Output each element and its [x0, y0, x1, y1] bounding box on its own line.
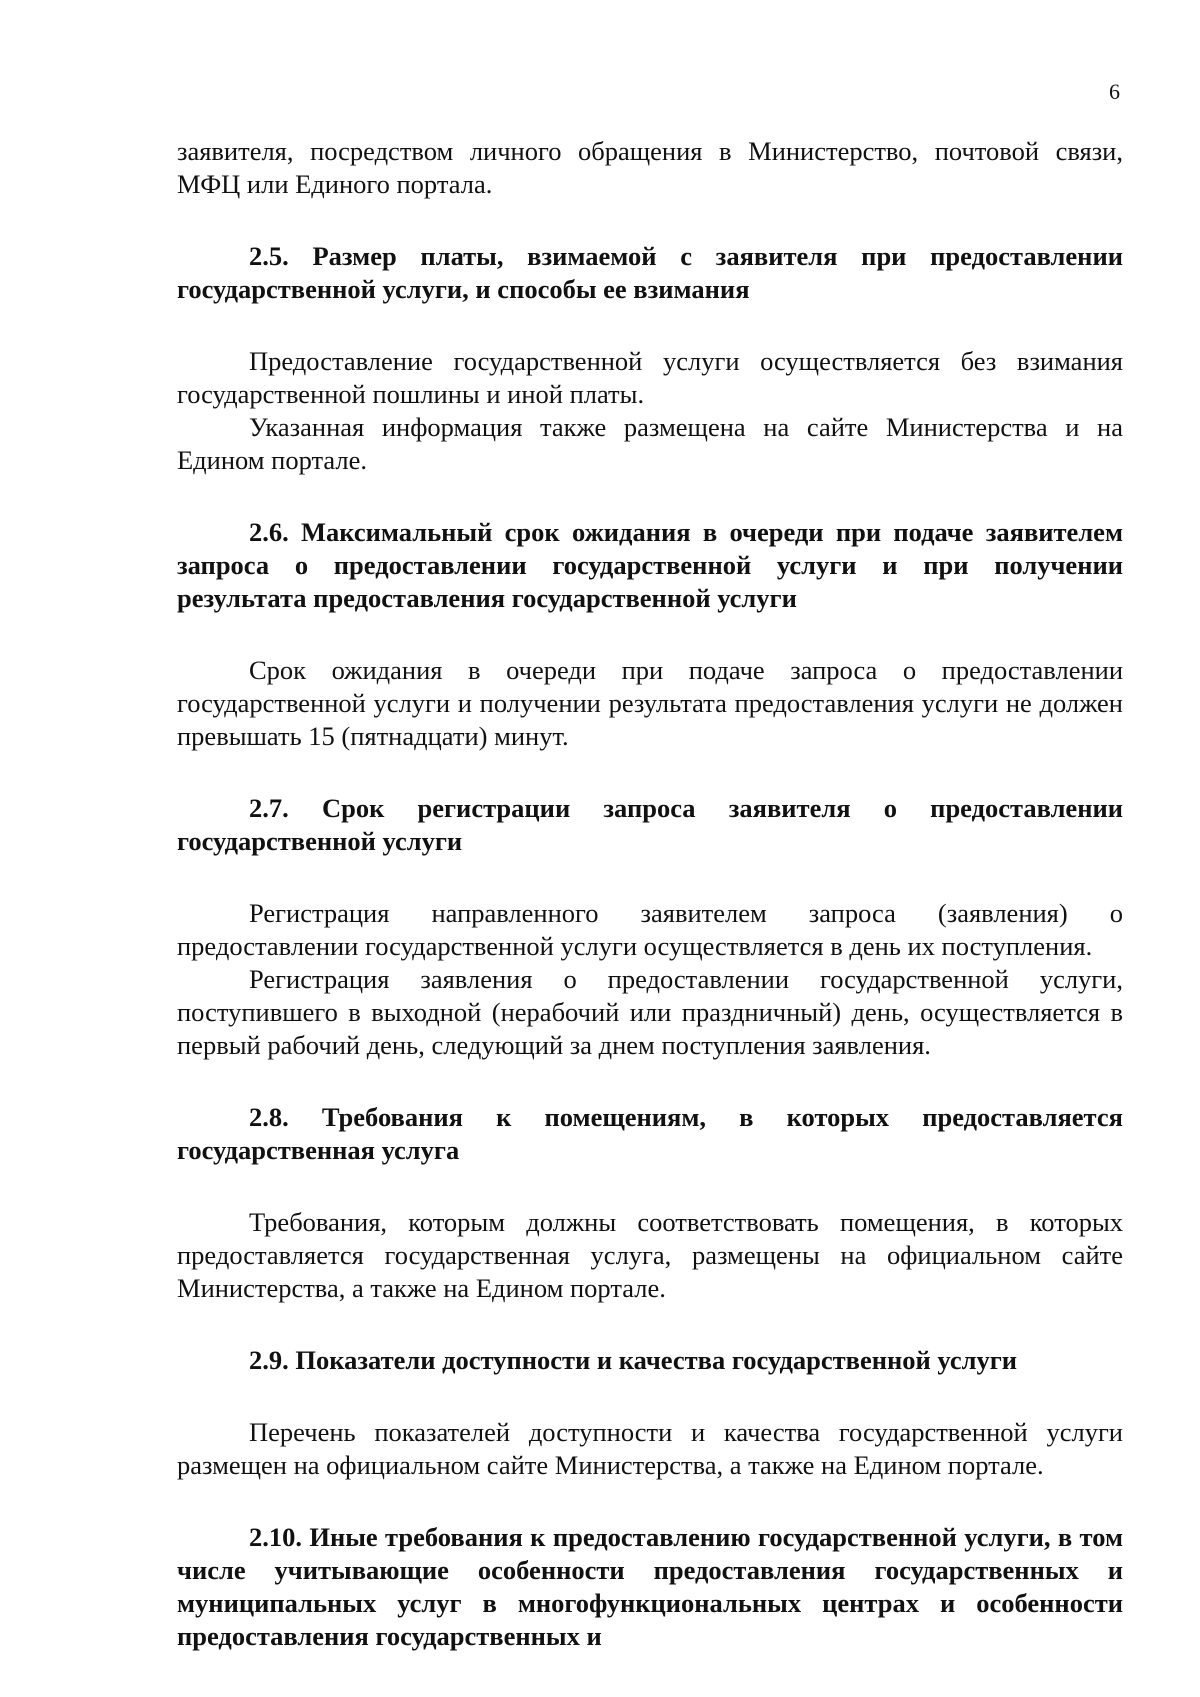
document-body	[177, 135, 1123, 1653]
section-heading-2-10: 2.10. Иные требования к предоставлению государственной услуги, в том числе учитывающие особенности предоставления государственных и муниципальных услуг в многофункциональных центрах и особенности предоставления государственных и	[177, 1522, 1123, 1651]
paragraph: Предоставление государственной услуги осуществляется без взимания государственной пошлины и иной платы.	[177, 346, 1123, 409]
section-heading-2-7: 2.7. Срок регистрации запроса заявителя о предоставлении государственной услуги	[177, 793, 1123, 856]
paragraph: Регистрация заявления о предоставлении государственной услуги, поступившего в выходной (нерабочий или праздничный) день, осуществляется в первый рабочий день, следующий за днем поступления заявления.	[177, 964, 1123, 1060]
section-heading-2-5: 2.5. Размер платы, взимаемой с заявителя при предоставлении государственной услуги, и способы ее взимания	[177, 241, 1123, 304]
paragraph: Требования, которым должны соответствовать помещения, в которых предоставляется государственная услуга, размещены на официальном сайте Министерства, а также на Едином портале.	[177, 1207, 1123, 1303]
paragraph: Регистрация направленного заявителем запроса (заявления) о предоставлении государственной услуги осуществляется в день их поступления.	[177, 898, 1123, 961]
paragraph: Срок ожидания в очереди при подаче запроса о предоставлении государственной услуги и получении результата предоставления услуги не должен превышать 15 (пятнадцати) минут.	[177, 655, 1123, 751]
paragraph: Указанная информация также размещена на сайте Министерства и на Едином портале.	[177, 412, 1123, 475]
section-heading-2-8: 2.8. Требования к помещениям, в которых предоставляется государственная услуга	[177, 1102, 1123, 1165]
section-heading-2-9: 2.9. Показатели доступности и качества государственной услуги	[249, 1345, 1018, 1375]
section-heading-2-6: 2.6. Максимальный срок ожидания в очереди при подаче заявителем запроса о предоставлении государственной услуги и при получении результата предоставления государственной услуги	[177, 517, 1123, 613]
paragraph: заявителя, посредством личного обращения в Министерство, почтовой связи, МФЦ или Единого портала.	[177, 136, 1123, 199]
page-number: 6	[1109, 79, 1120, 104]
paragraph: Перечень показателей доступности и качества государственной услуги размещен на официальном сайте Министерства, а также на Едином портале.	[177, 1417, 1123, 1480]
